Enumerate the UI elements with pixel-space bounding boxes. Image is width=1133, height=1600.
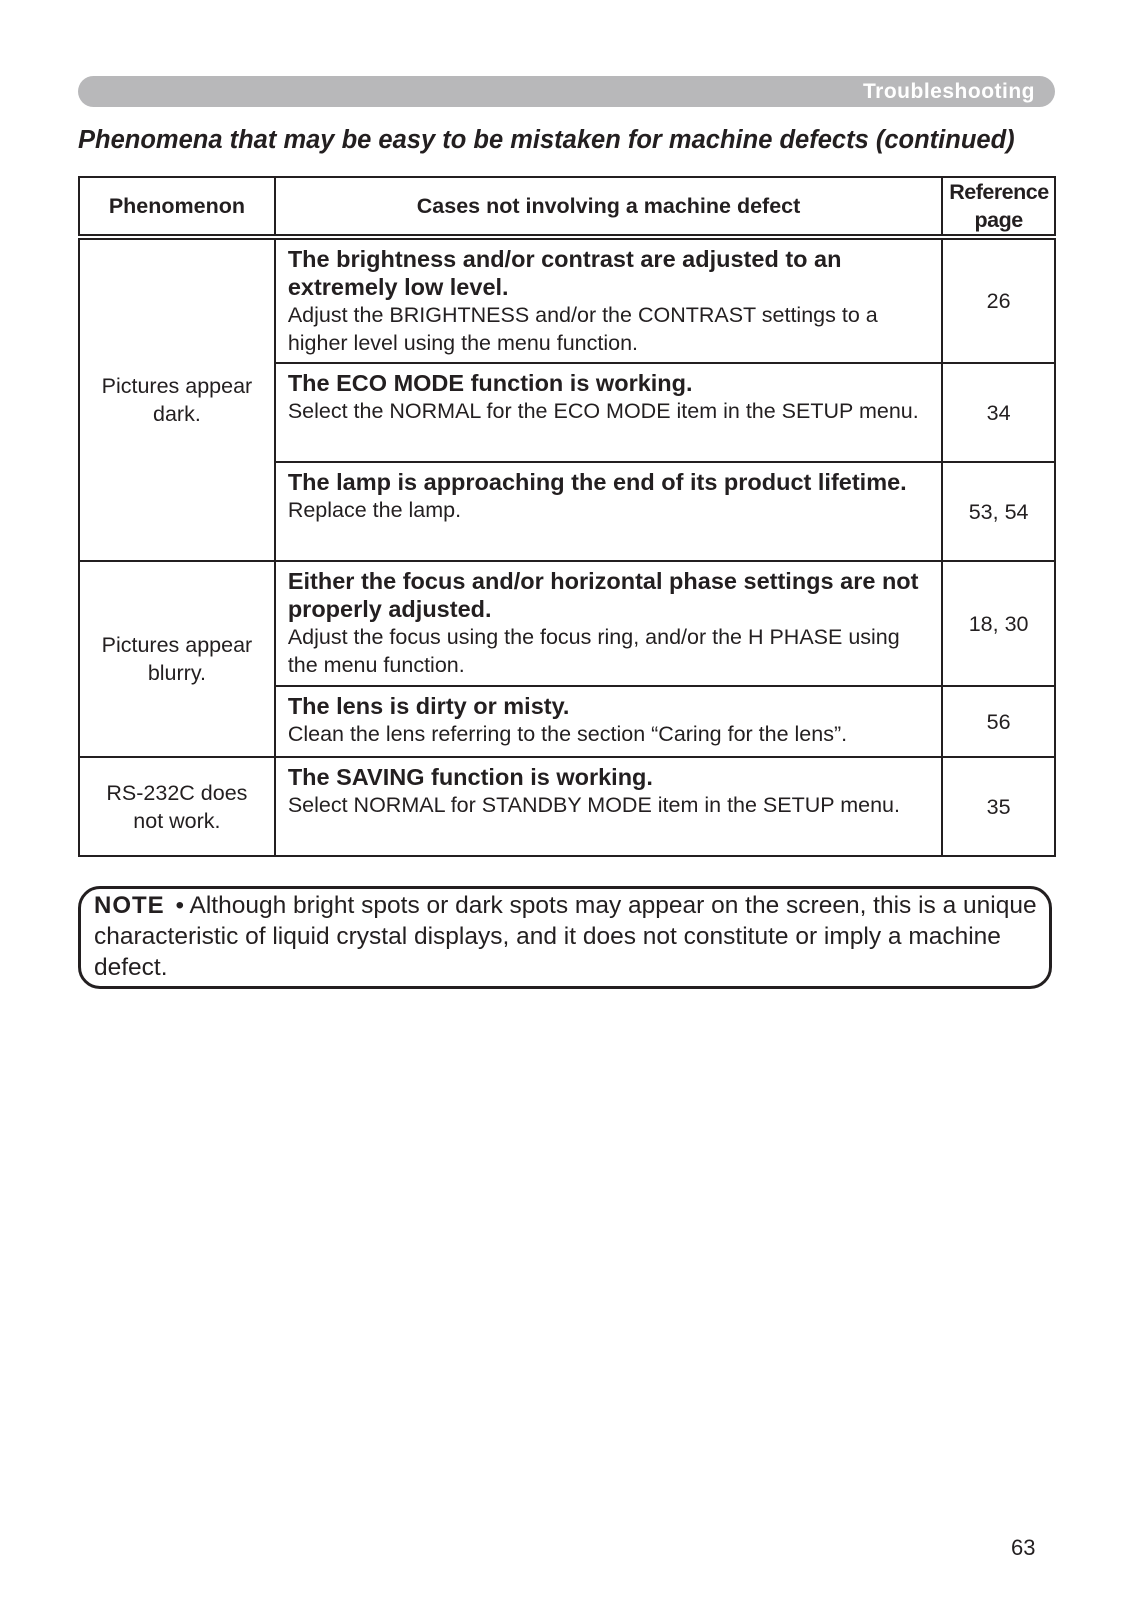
table-row <box>79 757 1055 856</box>
column-header-reference-line1: Reference <box>949 180 1049 204</box>
reference-page-cell: 26 <box>942 237 1055 363</box>
section-label: Troubleshooting <box>863 80 1035 103</box>
troubleshooting-table <box>78 176 1056 857</box>
column-header-cases: Cases not involving a machine defect <box>275 177 942 237</box>
reference-page-cell: 34 <box>942 363 1055 462</box>
phenomenon-line1: Pictures appear <box>101 374 253 398</box>
case-title: The SAVING function is working. <box>287 764 653 790</box>
reference-page-cell: 56 <box>942 686 1055 757</box>
case-text: Replace the lamp. <box>287 498 462 522</box>
note-text: • Although bright spots or dark spots may appear on the screen, this is a unique characteristic of liquid crystal displays, and it does not constitute or imply a machine defect. <box>94 892 1037 981</box>
phenomenon-line2: dark. <box>153 402 201 426</box>
case-title: The lamp is approaching the end of its product lifetime. <box>287 469 907 495</box>
reference-page-cell: 53, 54 <box>942 462 1055 561</box>
case-title: The lens is dirty or misty. <box>287 693 570 719</box>
phenomenon-cell <box>79 757 275 856</box>
case-cell <box>275 462 942 561</box>
column-header-reference-page <box>942 177 1055 237</box>
column-header-phenomenon: Phenomenon <box>79 177 275 237</box>
section-header-bar <box>78 76 1055 107</box>
phenomenon-cell <box>79 561 275 757</box>
case-cell <box>275 757 942 856</box>
case-text: Adjust the BRIGHTNESS and/or the CONTRAST settings to a higher level using the menu function. <box>287 303 878 355</box>
case-text: Select NORMAL for STANDBY MODE item in the SETUP menu. <box>287 793 900 817</box>
case-text: Adjust the focus using the focus ring, and/or the H PHASE using the menu function. <box>287 625 900 677</box>
reference-page-cell: 35 <box>942 757 1055 856</box>
case-cell <box>275 363 942 462</box>
phenomenon-line2: not work. <box>133 808 221 833</box>
case-cell <box>275 686 942 757</box>
reference-page-cell: 18, 30 <box>942 561 1055 686</box>
case-text: Clean the lens referring to the section “Caring for the lens”. <box>287 722 848 746</box>
case-title: Either the focus and/or horizontal phase settings are not properly adjusted. <box>287 568 919 622</box>
phenomenon-line1: RS-232C does <box>106 780 248 805</box>
case-cell <box>275 237 942 363</box>
case-title: The ECO MODE function is working. <box>287 370 693 396</box>
case-cell <box>275 561 942 686</box>
phenomenon-line2: blurry. <box>147 661 206 685</box>
page-heading: Phenomena that may be easy to be mistaken for machine defects (continued) <box>78 126 1015 154</box>
page-number: 63 <box>1011 1535 1036 1560</box>
note-box <box>78 886 1052 989</box>
case-text: Select the NORMAL for the ECO MODE item in the SETUP menu. <box>287 399 919 423</box>
table-header-row <box>79 177 1055 237</box>
column-header-reference-line2: page <box>974 208 1023 232</box>
phenomenon-cell <box>79 237 275 561</box>
note-label: NOTE <box>94 892 165 919</box>
table-row <box>79 561 1055 686</box>
table-row <box>79 237 1055 363</box>
case-title: The brightness and/or contrast are adjusted to an extremely low level. <box>287 246 842 300</box>
phenomenon-line1: Pictures appear <box>101 633 253 657</box>
